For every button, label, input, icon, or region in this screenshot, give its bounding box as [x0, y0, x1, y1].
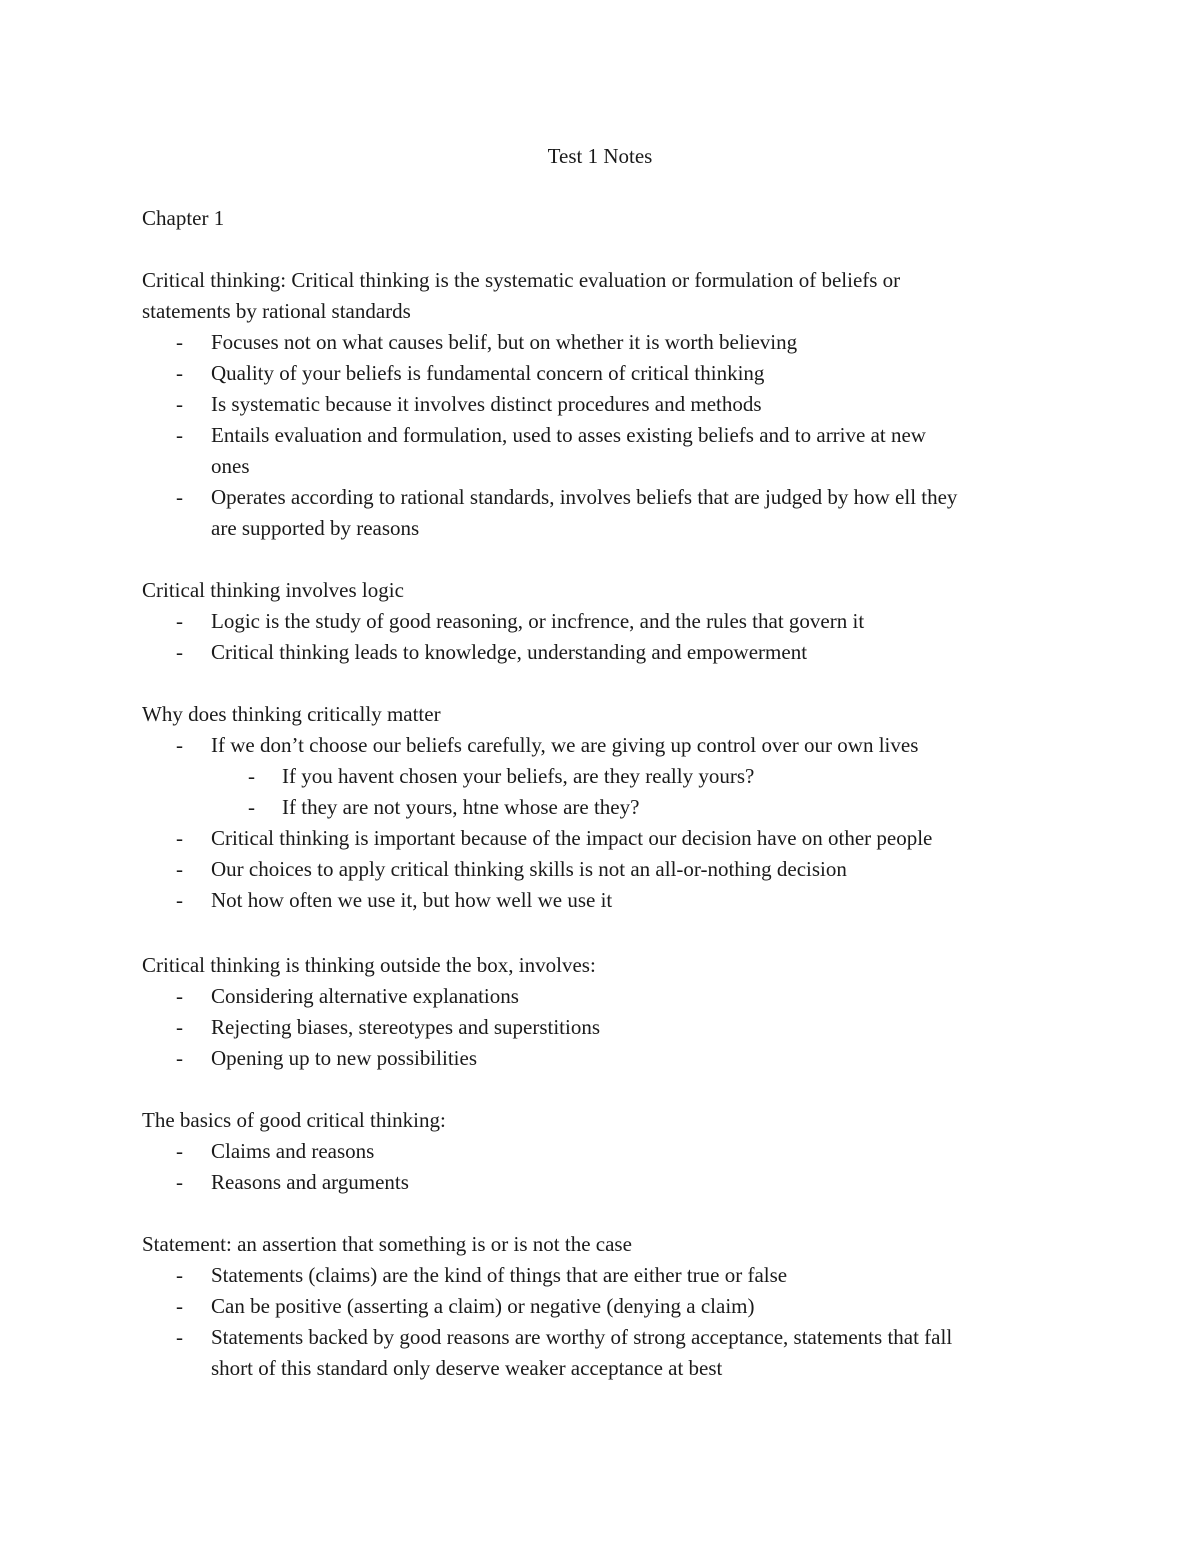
- bullet-text: Operates according to rational standards, involves beliefs that are judged by how ell they: [211, 485, 958, 509]
- bullet-text: are supported by reasons: [211, 516, 420, 540]
- bullet-dash: -: [176, 1046, 183, 1070]
- section-heading: Critical thinking involves logic: [142, 578, 404, 602]
- section-heading: Statement: an assertion that something is or is not the case: [142, 1232, 632, 1256]
- bullet-text: Opening up to new possibilities: [211, 1046, 477, 1070]
- bullet-text: short of this standard only deserve weaker acceptance at best: [211, 1356, 723, 1380]
- bullet-text: Is systematic because it involves distinct procedures and methods: [211, 392, 762, 416]
- bullet-dash: -: [176, 485, 183, 509]
- bullet-text: Can be positive (asserting a claim) or negative (denying a claim): [211, 1294, 755, 1318]
- bullet-dash: -: [176, 330, 183, 354]
- section-heading: Critical thinking is thinking outside the box, involves:: [142, 953, 596, 977]
- bullet-text: Statements backed by good reasons are worthy of strong acceptance, statements that fall: [211, 1325, 953, 1349]
- bullet-dash: -: [176, 609, 183, 633]
- bullet-text: Focuses not on what causes belif, but on whether it is worth believing: [211, 330, 798, 354]
- bullet-dash: -: [176, 857, 183, 881]
- bullet-text: Logic is the study of good reasoning, or incfrence, and the rules that govern it: [211, 609, 865, 633]
- bullet-dash: -: [176, 826, 183, 850]
- sub-bullet-dash: -: [248, 764, 255, 788]
- bullet-dash: -: [176, 888, 183, 912]
- sub-bullet-dash: -: [248, 795, 255, 819]
- bullet-dash: -: [176, 423, 183, 447]
- bullet-dash: -: [176, 1015, 183, 1039]
- bullet-text: Critical thinking is important because of the impact our decision have on other people: [211, 826, 933, 850]
- bullet-dash: -: [176, 1263, 183, 1287]
- bullet-text: Critical thinking leads to knowledge, understanding and empowerment: [211, 640, 808, 664]
- bullet-text: Claims and reasons: [211, 1139, 375, 1163]
- bullet-text: Quality of your beliefs is fundamental concern of critical thinking: [211, 361, 765, 385]
- section-heading: Why does thinking critically matter: [142, 702, 441, 726]
- bullet-text: Statements (claims) are the kind of things that are either true or false: [211, 1263, 788, 1287]
- bullet-text: If we don’t choose our beliefs carefully, we are giving up control over our own lives: [211, 733, 919, 757]
- bullet-text: ones: [211, 454, 250, 478]
- bullet-dash: -: [176, 1325, 183, 1349]
- bullet-dash: -: [176, 1294, 183, 1318]
- sub-bullet-text: If you havent chosen your beliefs, are they really yours?: [282, 764, 755, 788]
- bullet-dash: -: [176, 984, 183, 1008]
- sub-bullet-text: If they are not yours, htne whose are they?: [282, 795, 640, 819]
- bullet-text: Entails evaluation and formulation, used to asses existing beliefs and to arrive at new: [211, 423, 926, 447]
- bullet-text: Considering alternative explanations: [211, 984, 519, 1008]
- bullet-text: Rejecting biases, stereotypes and superstitions: [211, 1015, 601, 1039]
- section-heading: The basics of good critical thinking:: [142, 1108, 446, 1132]
- section-heading: Critical thinking: Critical thinking is the systematic evaluation or formulation of beliefs or: [142, 268, 901, 292]
- bullet-dash: -: [176, 361, 183, 385]
- chapter-heading: Chapter 1: [142, 206, 225, 230]
- bullet-text: Reasons and arguments: [211, 1170, 409, 1194]
- section-heading: statements by rational standards: [142, 299, 411, 323]
- document-title: Test 1 Notes: [547, 144, 653, 168]
- bullet-text: Not how often we use it, but how well we use it: [211, 888, 613, 912]
- bullet-dash: -: [176, 733, 183, 757]
- bullet-dash: -: [176, 1139, 183, 1163]
- bullet-dash: -: [176, 640, 183, 664]
- bullet-text: Our choices to apply critical thinking skills is not an all-or-nothing decision: [211, 857, 847, 881]
- bullet-dash: -: [176, 1170, 183, 1194]
- bullet-dash: -: [176, 392, 183, 416]
